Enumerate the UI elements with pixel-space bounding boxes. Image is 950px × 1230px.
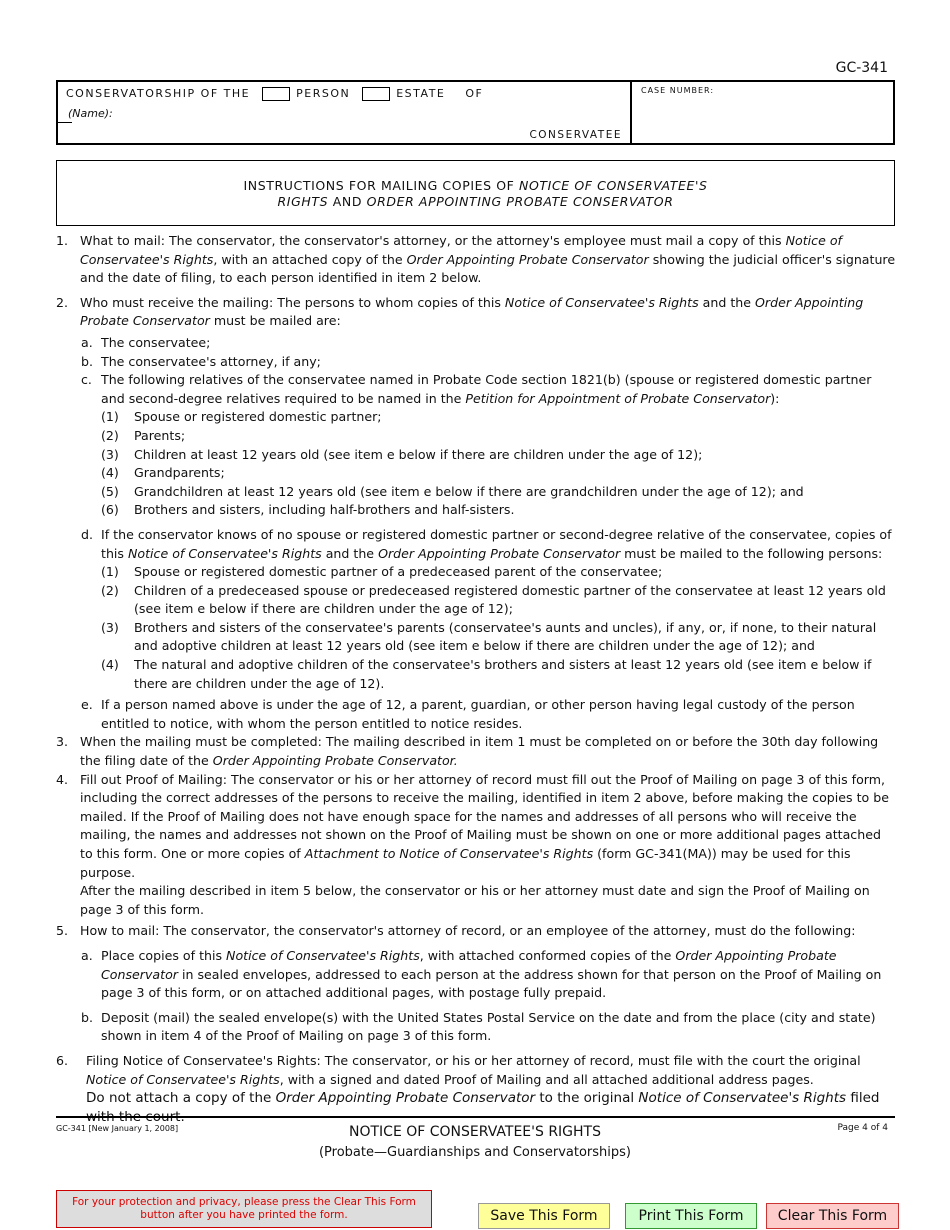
sub-item <box>56 353 896 372</box>
item-text: (form GC-341(MA)) may be used for this purpose. <box>80 846 851 880</box>
sub-item <box>56 947 896 1003</box>
item-text: , with an attached copy of the <box>213 251 407 267</box>
sub-text: Grandparents; <box>134 465 225 481</box>
sub-number: (3) <box>101 619 119 635</box>
item-2 <box>56 294 896 331</box>
item-italic: Order Appointing Probate Conservator <box>406 251 649 267</box>
sub-text: Parents; <box>134 427 186 443</box>
sub-letter: c. <box>81 372 92 388</box>
item-number: 3. <box>56 734 69 750</box>
sub-letter: a. <box>81 334 93 350</box>
sub-text: Brothers and sisters, including half-brothers and half-sisters. <box>134 502 515 518</box>
sub-text: The conservatee; <box>101 334 211 350</box>
sub-item <box>56 1009 896 1046</box>
numbered-sub-item <box>56 619 896 656</box>
sub-number: (4) <box>101 465 119 481</box>
sub-text: The following relatives of the conservatee named in Probate Code section 1821(b) (spouse or registered domestic partner and second-degree relatives required to be named in the <box>101 372 872 406</box>
conservatorship-label: CONSERVATORSHIP OF THE <box>66 87 251 100</box>
sub-text: in sealed envelopes, addressed to each person at the address shown for that person on the Proof of Mailing on page 3 of this form, or on attached additional pages, with postage fully prepaid. <box>101 966 882 1001</box>
numbered-sub-item <box>56 656 896 693</box>
item-text: to the original <box>535 1090 639 1107</box>
sub-text: Spouse or registered domestic partner of a predeceased parent of the conservatee; <box>134 564 663 580</box>
sub-text: Children of a predeceased spouse or predeceased registered domestic partner of the conservatee at least 12 years old (see item e below if there are children under the age of 12); <box>134 582 886 617</box>
item-text: Filing Notice of Conservatee's Rights: The conservator, or his or her attorney of record, must file with the court the original <box>86 1052 861 1068</box>
footer-revision: GC-341 [New January 1, 2008] <box>56 1124 179 1133</box>
item-text: Do not attach a copy of the <box>86 1090 276 1107</box>
sub-letter: a. <box>81 947 93 963</box>
sub-letter: e. <box>81 697 93 713</box>
item-italic: Order Appointing Probate Conservator <box>80 294 864 329</box>
instructions-heading-line1 <box>57 178 894 194</box>
caption-left <box>58 82 632 143</box>
item-3 <box>56 733 896 770</box>
item-text: After the mailing described in item 5 below, the conservator or his or her attorney must date and sign the Proof of Mailing on page 3 of this form. <box>80 883 870 917</box>
sub-text: The natural and adoptive children of the conservatee's brothers and sisters at least 12 years old (see item e below if there are children under the age of 12). <box>134 657 872 691</box>
sub-number: (1) <box>101 564 119 580</box>
numbered-sub-item <box>56 483 896 502</box>
c-sub-list <box>56 408 896 520</box>
sub-letter: d. <box>81 526 93 542</box>
item-italic: Attachment to Notice of Conservatee's Rights <box>304 846 594 861</box>
numbered-sub-item <box>56 408 896 427</box>
numbered-sub-item <box>56 563 896 582</box>
item-1 <box>56 232 896 288</box>
sub-number: (6) <box>101 502 119 518</box>
sub-text: Brothers and sisters of the conservatee's parents (conservatee's aunts and uncles), if any, or, if none, to their natural and adoptive children at least 12 years old (see item e below if there are children under the age of 12); and <box>134 619 877 654</box>
item-number: 5. <box>56 923 69 939</box>
footer-page: Page 4 of 4 <box>837 1123 888 1133</box>
item-text: How to mail: The conservator, the conservator's attorney of record, or an employee of the attorney, must do the following: <box>80 923 856 939</box>
sub-text: , with attached conformed copies of the <box>419 947 676 963</box>
sub-text: Grandchildren at least 12 years old (see item e below if there are grandchildren under the age of 12); and <box>134 483 804 499</box>
sub-text: If a person named above is under the age of 12, a parent, guardian, or other person having legal custody of the person entitled to notice, with whom the person entitled to notice resides. <box>101 697 855 731</box>
estate-label: ESTATE <box>396 87 446 100</box>
numbered-sub-item <box>56 464 896 483</box>
sub-italic: Notice of Conservatee's Rights <box>226 947 420 963</box>
heading-italic: RIGHTS <box>277 194 329 209</box>
heading-italic: ORDER APPOINTING PROBATE CONSERVATOR <box>366 194 674 209</box>
print-form-button[interactable]: Print This Form <box>625 1203 757 1229</box>
footer-title: NOTICE OF CONSERVATEE'S RIGHTS <box>349 1124 601 1140</box>
item-text: , with a signed and dated Proof of Mailing and all attached additional address pages. <box>279 1071 814 1087</box>
sub-text: Children at least 12 years old (see item e below if there are children under the age of 12); <box>134 446 703 462</box>
sub-item <box>56 371 896 408</box>
save-form-button[interactable]: Save This Form <box>478 1203 610 1229</box>
sub-text: Place copies of this <box>101 947 227 963</box>
numbered-sub-item <box>56 582 896 619</box>
form-number: GC-341 <box>835 60 888 76</box>
sub-text: ): <box>770 390 780 406</box>
case-number-field[interactable] <box>631 82 893 143</box>
sub-number: (2) <box>101 582 119 598</box>
privacy-note: For your protection and privacy, please press the Clear This Form button after you have printed the form. <box>56 1190 432 1228</box>
item-number: 6. <box>56 1052 69 1068</box>
item-text: What to mail: The conservator, the conservator's attorney, or the attorney's employee must mail a copy of this <box>80 233 786 248</box>
sub-italic: Petition for Appointment of Probate Conservator <box>465 390 771 406</box>
d-sub-list <box>56 563 896 693</box>
item-text: Fill out Proof of Mailing: The conservator or his or her attorney of record must fill out the Proof of Mailing on page 3 of this form, including the correct addresses of the persons to receive the mailing, identified in item 2 above, before making the copies to be mailed. If the Proof of Mailing does not have enough space for the names and addresses of all persons who will receive the mailing, the names and addresses not shown on the Proof of Mailing must be shown on one or more additional pages attached to this form. One or more copies of <box>80 771 889 861</box>
sub-text: Deposit (mail) the sealed envelope(s) with the United States Postal Service on the date and from the place (city and state) shown in item 4 of the Proof of Mailing on page 3 of this form. <box>101 1009 876 1044</box>
item-text: filed with the court. <box>86 1090 880 1126</box>
name-field-tick <box>58 122 72 123</box>
sub-item <box>56 696 896 733</box>
item-5 <box>56 922 896 941</box>
sub-letter: b. <box>81 353 93 369</box>
item-italic: Notice of Conservatee's Rights <box>80 233 842 267</box>
item-text: When the mailing must be completed: The mailing described in item 1 must be completed on or before the 30th day following the filing date of the <box>80 734 879 769</box>
heading-text: INSTRUCTIONS FOR MAILING COPIES OF <box>243 178 520 193</box>
of-label: OF <box>465 87 484 100</box>
item-number: 2. <box>56 294 69 310</box>
item-number: 1. <box>56 233 69 248</box>
person-checkbox[interactable] <box>262 87 290 101</box>
case-number-label: CASE NUMBER: <box>641 86 715 95</box>
item-number: 4. <box>56 771 69 787</box>
item-text: showing the judicial officer's signature and the date of filing, to each person identified in item 2 below. <box>80 251 896 286</box>
sub-text: Spouse or registered domestic partner; <box>134 409 382 425</box>
caption-box <box>56 80 895 145</box>
estate-checkbox[interactable] <box>362 87 390 101</box>
person-label: PERSON <box>296 87 351 100</box>
sub-letter: b. <box>81 1009 93 1025</box>
item-italic: Notice of Conservatee's Rights <box>638 1090 847 1107</box>
footer-rule <box>56 1116 895 1118</box>
instructions-heading-line2 <box>57 194 894 210</box>
sub-italic: Order Appointing Probate Conservator <box>101 947 837 982</box>
clear-form-button[interactable]: Clear This Form <box>766 1203 899 1229</box>
numbered-sub-item <box>56 446 896 465</box>
item-text: must be mailed are: <box>209 313 341 329</box>
item-italic: Order Appointing Probate Conservator. <box>212 753 458 769</box>
item-text: and the <box>698 294 755 310</box>
item-4 <box>56 771 896 920</box>
instructions-heading <box>56 160 895 226</box>
footer-subtitle: (Probate—Guardianships and Conservatorships) <box>318 1145 631 1160</box>
sub-number: (4) <box>101 657 119 673</box>
sub-text: The conservatee's attorney, if any; <box>101 353 321 369</box>
numbered-sub-item <box>56 427 896 446</box>
sub-item <box>56 334 896 353</box>
sub-italic: Order Appointing Probate Conservator <box>378 545 621 561</box>
sub-item <box>56 526 896 563</box>
sub-number: (5) <box>101 483 119 499</box>
sub-number: (1) <box>101 409 119 425</box>
sub-number: (2) <box>101 427 119 443</box>
name-label: (Name): <box>68 107 113 120</box>
sub-text: must be mailed to the following persons: <box>620 545 883 561</box>
sub-text: If the conservator knows of no spouse or registered domestic partner or second-degree relative of the conservatee, copies of this <box>101 526 892 561</box>
instructions-body <box>56 232 896 1127</box>
sub-number: (3) <box>101 446 119 462</box>
item-6-note <box>86 1089 896 1127</box>
numbered-sub-item <box>56 501 896 520</box>
heading-italic: NOTICE OF CONSERVATEE'S <box>519 178 708 193</box>
item-italic: Notice of Conservatee's Rights <box>504 294 699 310</box>
item-text: Who must receive the mailing: The persons to whom copies of this <box>80 294 505 310</box>
sub-text: and the <box>321 545 379 561</box>
item-italic: Order Appointing Probate Conservator <box>275 1090 536 1107</box>
conservatee-label: CONSERVATEE <box>529 129 622 141</box>
heading-text: AND <box>328 194 367 209</box>
sub-italic: Notice of Conservatee's Rights <box>127 545 322 561</box>
caption-line <box>66 87 483 101</box>
item-italic: Notice of Conservatee's Rights <box>86 1071 280 1087</box>
